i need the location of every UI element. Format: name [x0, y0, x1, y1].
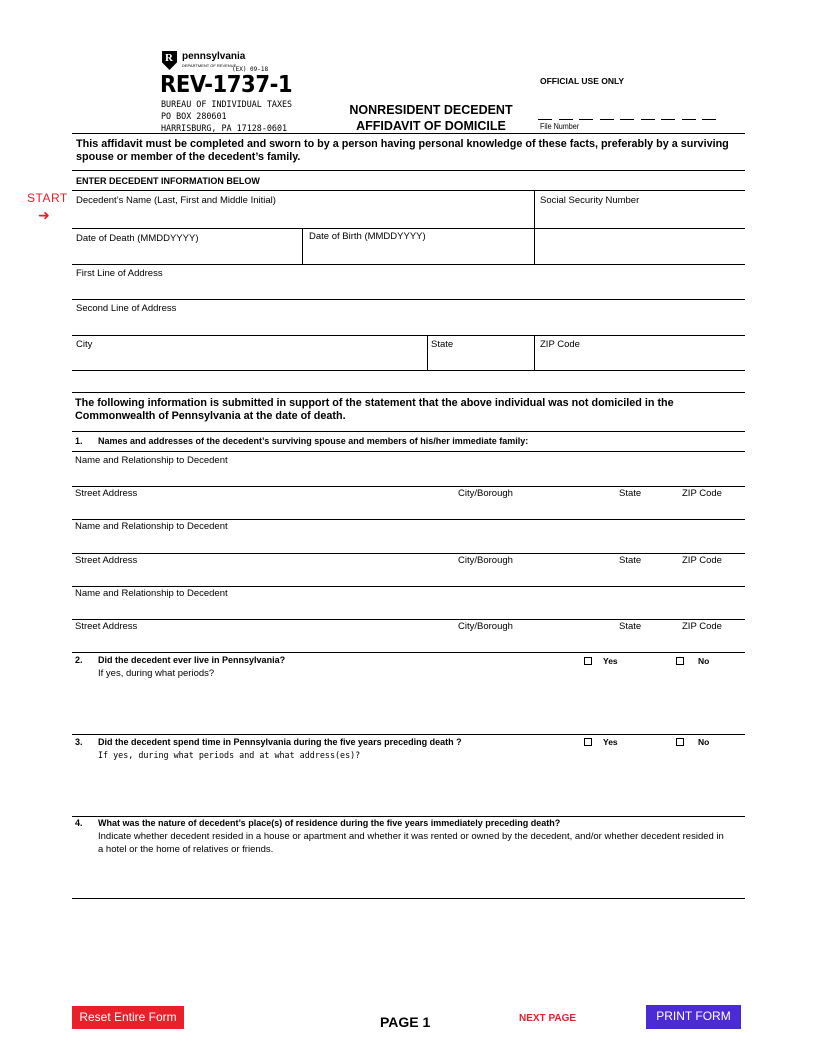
intro-text: This affidavit must be completed and sworn to by a person having personal knowledge of these facts, preferably by a surviving spouse or member of the decedent’s family.	[76, 138, 729, 163]
file-number-blanks[interactable]	[538, 110, 716, 120]
divider	[72, 228, 745, 229]
logo-subtext: DEPARTMENT OF REVENUE	[182, 63, 237, 68]
family-2-city-label: City/Borough	[458, 555, 513, 566]
ssn-label: Social Security Number	[540, 195, 640, 206]
date-of-death-input[interactable]	[73, 245, 300, 263]
city-input[interactable]	[73, 351, 425, 369]
question-2-subtext: If yes, during what periods?	[98, 668, 215, 679]
question-3-no-label: No	[698, 737, 710, 747]
ssn-input[interactable]	[537, 207, 744, 227]
family-3-zip-label: ZIP Code	[682, 621, 722, 632]
family-1-state-label: State	[619, 488, 642, 499]
divider	[72, 519, 745, 520]
form-code: (EX) 09-18	[232, 66, 269, 73]
family-3-state-label: State	[619, 621, 642, 632]
divider	[72, 553, 745, 554]
family-1-street-label: Street Address	[75, 488, 138, 499]
question-4-answer-input[interactable]	[96, 858, 744, 896]
decedent-name-input[interactable]	[73, 207, 533, 227]
family-3-city-label: City/Borough	[458, 621, 513, 632]
page-number: PAGE 1	[380, 1014, 431, 1030]
family-3-name-label: Name and Relationship to Decedent	[75, 588, 228, 599]
logo-text: pennsylvania	[182, 51, 246, 62]
next-page-link[interactable]: NEXT PAGE	[519, 1013, 577, 1024]
question-2-yes-label: Yes	[603, 656, 618, 666]
state-label: State	[431, 339, 454, 350]
question-3-answer-input[interactable]	[96, 764, 744, 814]
address-line-3: HARRISBURG, PA 17128-0601	[161, 123, 288, 133]
question-3-text: Did the decedent spend time in Pennsylvania during the five years preceding death ?	[98, 737, 462, 747]
family-2-street-label: Street Address	[75, 555, 138, 566]
city-label: City	[76, 339, 93, 350]
address-line-2: PO BOX 280601	[161, 111, 227, 121]
decedent-section-title: ENTER DECEDENT INFORMATION BELOW	[76, 176, 260, 186]
family-2-zip-label: ZIP Code	[682, 555, 722, 566]
support-statement: The following information is submitted in support of the statement that the above individual was not domiciled in the Commonwealth of Pennsylvania at the date of death.	[75, 397, 674, 422]
start-arrow-icon: ➜	[38, 207, 50, 223]
divider	[72, 816, 745, 817]
divider	[302, 228, 303, 265]
question-2-no-checkbox[interactable]	[676, 657, 684, 665]
family-3-street-label: Street Address	[75, 621, 138, 632]
print-form-button[interactable]: PRINT FORM	[646, 1005, 741, 1029]
question-3-yes-label: Yes	[603, 737, 618, 747]
divider	[72, 734, 745, 735]
divider	[72, 299, 745, 300]
zip-label: ZIP Code	[540, 339, 580, 350]
family-2-name-input[interactable]	[73, 533, 743, 551]
start-label: START	[27, 191, 68, 205]
title-line-1: NONRESIDENT DECEDENT	[349, 103, 513, 117]
divider	[72, 431, 745, 432]
form-title	[336, 102, 526, 134]
question-3-no-checkbox[interactable]	[676, 738, 684, 746]
question-4-text: What was the nature of decedent’s place(s) of residence during the five years immediately preceding death?	[98, 818, 561, 828]
family-1-name-label: Name and Relationship to Decedent	[75, 455, 228, 466]
divider	[72, 619, 745, 620]
family-1-name-input[interactable]	[73, 467, 743, 485]
family-1-address-input[interactable]	[73, 500, 743, 518]
address-line-1-input[interactable]	[73, 280, 743, 298]
divider	[72, 264, 745, 265]
question-1-text: Names and addresses of the decedent’s surviving spouse and members of his/her immediate family:	[98, 436, 529, 446]
family-2-address-input[interactable]	[73, 567, 743, 585]
family-2-state-label: State	[619, 555, 642, 566]
question-3-yes-checkbox[interactable]	[584, 738, 592, 746]
divider	[72, 586, 745, 587]
divider	[72, 486, 745, 487]
family-3-name-input[interactable]	[73, 600, 743, 618]
title-line-2: AFFIDAVIT OF DOMICILE	[356, 119, 506, 133]
family-1-city-label: City/Borough	[458, 488, 513, 499]
divider	[72, 898, 745, 899]
date-of-birth-input[interactable]	[305, 245, 532, 263]
file-number-label: File Number	[540, 122, 580, 131]
date-of-death-label: Date of Death (MMDDYYYY)	[76, 233, 199, 244]
divider	[72, 370, 745, 371]
address-line-2-label: Second Line of Address	[76, 303, 177, 314]
question-2-number: 2.	[75, 655, 83, 665]
divider	[72, 392, 745, 393]
family-1-zip-label: ZIP Code	[682, 488, 722, 499]
divider	[427, 335, 428, 371]
family-2-name-label: Name and Relationship to Decedent	[75, 521, 228, 532]
official-use-label: OFFICIAL USE ONLY	[540, 76, 625, 86]
divider	[72, 190, 745, 191]
question-4-subtext: Indicate whether decedent resided in a house or apartment and whether it was rented or owned by the decedent, and/or whether decedent resided in a hotel or the home of relatives or friends.	[98, 831, 724, 855]
state-input[interactable]	[429, 351, 533, 369]
address-line-2-input[interactable]	[73, 315, 743, 333]
date-of-birth-label: Date of Birth (MMDDYYYY)	[309, 231, 426, 242]
divider	[72, 451, 745, 452]
divider	[534, 335, 535, 371]
address-line-1-label: First Line of Address	[76, 268, 163, 279]
question-2-yes-checkbox[interactable]	[584, 657, 592, 665]
decedent-name-label: Decedent’s Name (Last, First and Middle Initial)	[76, 195, 276, 206]
address-line-1: BUREAU OF INDIVIDUAL TAXES	[161, 99, 293, 109]
question-2-answer-input[interactable]	[96, 682, 744, 732]
divider	[72, 170, 745, 171]
question-2-text: Did the decedent ever live in Pennsylvania?	[98, 655, 286, 665]
question-2-no-label: No	[698, 656, 710, 666]
bureau-address	[161, 98, 292, 134]
reset-form-button[interactable]: Reset Entire Form	[72, 1006, 184, 1029]
family-3-address-input[interactable]	[73, 633, 743, 651]
divider	[72, 133, 745, 134]
question-4-number: 4.	[75, 818, 83, 828]
divider	[72, 652, 745, 653]
zip-input[interactable]	[537, 351, 744, 369]
logo-letter: R	[165, 52, 173, 64]
divider	[72, 335, 745, 336]
question-1-number: 1.	[75, 436, 83, 446]
question-3-subtext: If yes, during what periods and at what address(es)?	[98, 750, 361, 760]
form-number: REV-1737-1	[160, 72, 293, 98]
question-3-number: 3.	[75, 737, 83, 747]
